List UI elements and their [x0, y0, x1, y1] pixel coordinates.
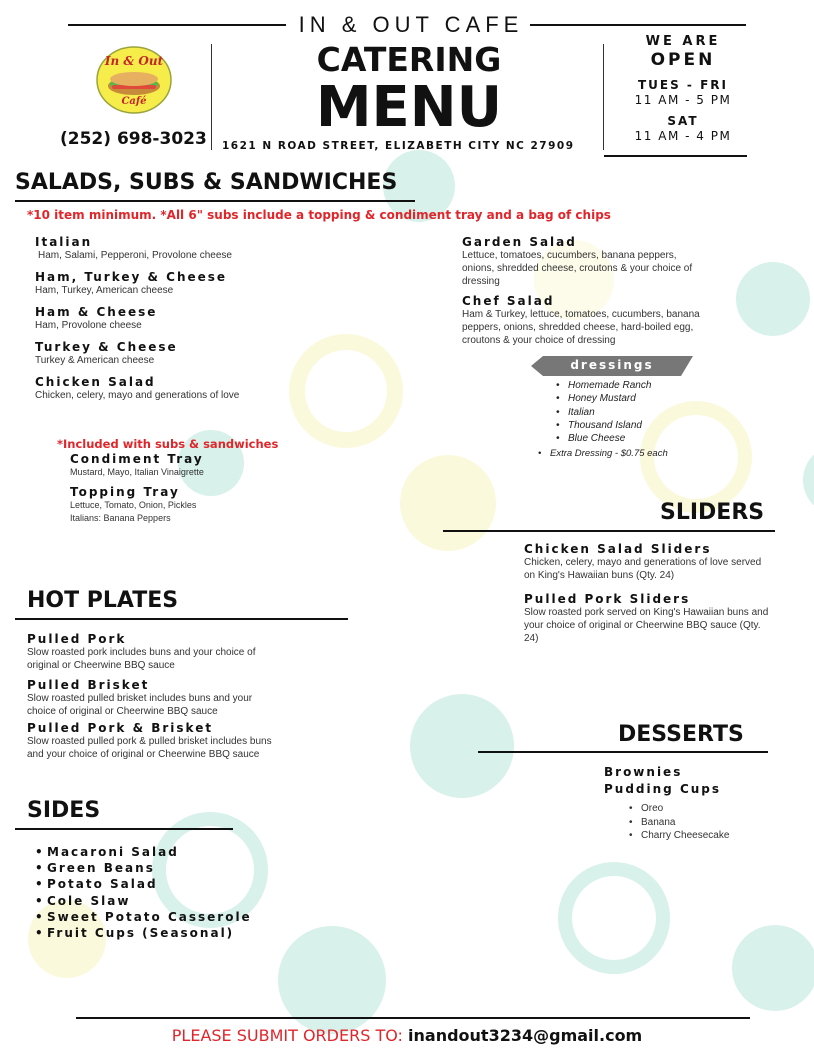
dressing-item: • Italian — [568, 406, 718, 419]
logo-text-2: Café — [121, 96, 147, 107]
desserts-underline — [478, 751, 768, 753]
hot-plates-underline — [15, 618, 348, 620]
footer-email[interactable]: inandout3234@gmail.com — [408, 1026, 643, 1045]
pudding-list — [641, 802, 791, 843]
hours-time-2: 11 AM - 4 PM — [634, 129, 732, 143]
hot-plate-name: Pulled Brisket — [27, 678, 150, 692]
pudding-item: • Oreo — [641, 802, 791, 816]
dressings-list — [568, 379, 718, 445]
header-line-right — [530, 24, 746, 26]
sub-desc: Turkey & American cheese — [35, 355, 155, 366]
hot-plates-heading: HOT PLATES — [27, 588, 179, 613]
hours-days-1: TUES - FRI — [637, 78, 728, 92]
sub-name: Ham, Turkey & Cheese — [35, 270, 228, 284]
sub-name: Chicken Salad — [35, 375, 156, 389]
catering-title: CATERING — [316, 40, 502, 79]
hot-plate-desc: Slow roasted pulled pork & pulled brisket includes buns and your choice of original or Cheerwine BBQ sauce — [27, 736, 272, 760]
sides-underline — [15, 828, 233, 830]
hot-plate-name: Pulled Pork & Brisket — [27, 721, 214, 735]
salad-desc: Lettuce, tomatoes, cucumbers, banana peppers, onions, shredded cheese, croutons & your choice of dressing — [462, 250, 693, 287]
dressings-banner — [531, 356, 693, 376]
side-item: • Macaroni Salad — [47, 844, 307, 860]
sliders-heading: SLIDERS — [660, 500, 765, 525]
desserts-heading: DESSERTS — [618, 722, 744, 747]
sub-desc: Ham, Provolone cheese — [35, 320, 142, 331]
dressing-item: • Blue Cheese — [568, 432, 718, 445]
trays-list — [70, 452, 270, 525]
salad-name: Chef Salad — [462, 294, 555, 308]
tray-desc: Mustard, Mayo, Italian Vinaigrette — [70, 467, 204, 477]
subs-list — [35, 235, 295, 402]
salads-heading-underline — [15, 200, 415, 202]
logo — [96, 46, 172, 114]
phone-number: (252) 698-3023 — [60, 129, 207, 149]
sub-name: Turkey & Cheese — [35, 340, 178, 354]
extra-dressing — [550, 447, 730, 460]
salads-list — [462, 235, 702, 347]
desserts-list — [604, 765, 784, 796]
dressing-item: • Homemade Ranch — [568, 379, 718, 392]
hours-days-2: SAT — [667, 114, 699, 128]
footer-text — [0, 1026, 814, 1045]
side-item: • Green Beans — [47, 860, 307, 876]
decor-dot — [803, 445, 814, 515]
hours-open: OPEN — [650, 50, 716, 70]
slider-name: Pulled Pork Sliders — [524, 592, 691, 606]
pudding-item: • Banana — [641, 816, 791, 830]
header-bottom-line — [604, 155, 747, 157]
hours-time-1: 11 AM - 5 PM — [634, 93, 732, 107]
dressing-item: • Honey Mustard — [568, 392, 718, 405]
hot-plates-list — [27, 632, 272, 761]
footer-prefix: PLEASE SUBMIT ORDERS TO: — [171, 1026, 403, 1045]
dessert-name: Brownies — [604, 765, 683, 779]
logo-text-1: In & Out — [104, 54, 164, 68]
sliders-list — [524, 542, 774, 645]
pudding-item: • Charry Cheesecake — [641, 829, 791, 843]
footer-line — [76, 1017, 750, 1019]
menu-title: MENU — [315, 75, 503, 140]
address: 1621 N ROAD STREET, ELIZABETH CITY NC 27909 — [222, 140, 575, 152]
side-item: • Cole Slaw — [47, 893, 307, 909]
sub-desc: Chicken, celery, mayo and generations of love — [35, 390, 240, 401]
decor-ring — [289, 334, 403, 448]
decor-dot — [400, 455, 496, 551]
slider-name: Chicken Salad Sliders — [524, 542, 712, 556]
side-item: • Fruit Cups (Seasonal) — [47, 925, 307, 941]
decor-dot — [736, 262, 810, 336]
sub-desc: Ham, Turkey, American cheese — [35, 285, 174, 296]
extra-dressing-item: • Extra Dressing - $0.75 each — [550, 447, 730, 460]
dressings-title: dressings — [570, 358, 654, 372]
salad-name: Garden Salad — [462, 235, 577, 249]
side-item: • Potato Salad — [47, 876, 307, 892]
header-vdivider-right — [603, 44, 604, 150]
decor-dot — [410, 694, 514, 798]
sides-list — [47, 844, 307, 941]
hours-block — [618, 34, 748, 143]
sub-name: Italian — [35, 235, 93, 249]
sub-name: Ham & Cheese — [35, 305, 158, 319]
dressing-item: • Thousand Island — [568, 419, 718, 432]
tray-desc-2: Italians: Banana Peppers — [70, 513, 171, 523]
salad-desc: Ham & Turkey, lettuce, tomatoes, cucumbers, banana peppers, onions, shredded cheese, hard-boiled egg, croutons & your choice of dressing — [462, 309, 700, 346]
sliders-underline — [443, 530, 775, 532]
slider-desc: Chicken, celery, mayo and generations of love served on King's Hawaiian buns (Qty. 24) — [524, 557, 762, 581]
salads-note: *10 item minimum. *All 6" subs include a topping & condiment tray and a bag of chips — [27, 208, 611, 222]
hot-plate-name: Pulled Pork — [27, 632, 127, 646]
hours-we-are: WE ARE — [645, 34, 721, 49]
sides-heading: SIDES — [27, 798, 101, 823]
decor-ring — [558, 862, 670, 974]
slider-desc: Slow roasted pork served on King's Hawaiian buns and your choice of original or Cheerwine BBQ sauce (Qty. 24) — [524, 607, 769, 644]
side-item: • Sweet Potato Casserole — [47, 909, 307, 925]
cafe-name: IN & OUT CAFE — [298, 12, 524, 37]
header-vdivider-left — [211, 44, 212, 150]
tray-name: Condiment Tray — [70, 452, 204, 466]
hot-plate-desc: Slow roasted pork includes buns and your choice of original or Cheerwine BBQ sauce — [27, 647, 256, 671]
included-note: *Included with subs & sandwiches — [57, 437, 279, 451]
salads-subs-heading: SALADS, SUBS & SANDWICHES — [15, 170, 398, 195]
dessert-name: Pudding Cups — [604, 782, 722, 796]
hot-plate-desc: Slow roasted pulled brisket includes buns and your choice of original or Cheerwine BBQ sauce — [27, 693, 253, 717]
sub-desc: Ham, Salami, Pepperoni, Provolone cheese — [38, 250, 232, 261]
header-line-left — [68, 24, 286, 26]
decor-dot — [732, 925, 814, 1011]
tray-name: Topping Tray — [70, 485, 180, 499]
tray-desc: Lettuce, Tomato, Onion, Pickles — [70, 500, 197, 510]
